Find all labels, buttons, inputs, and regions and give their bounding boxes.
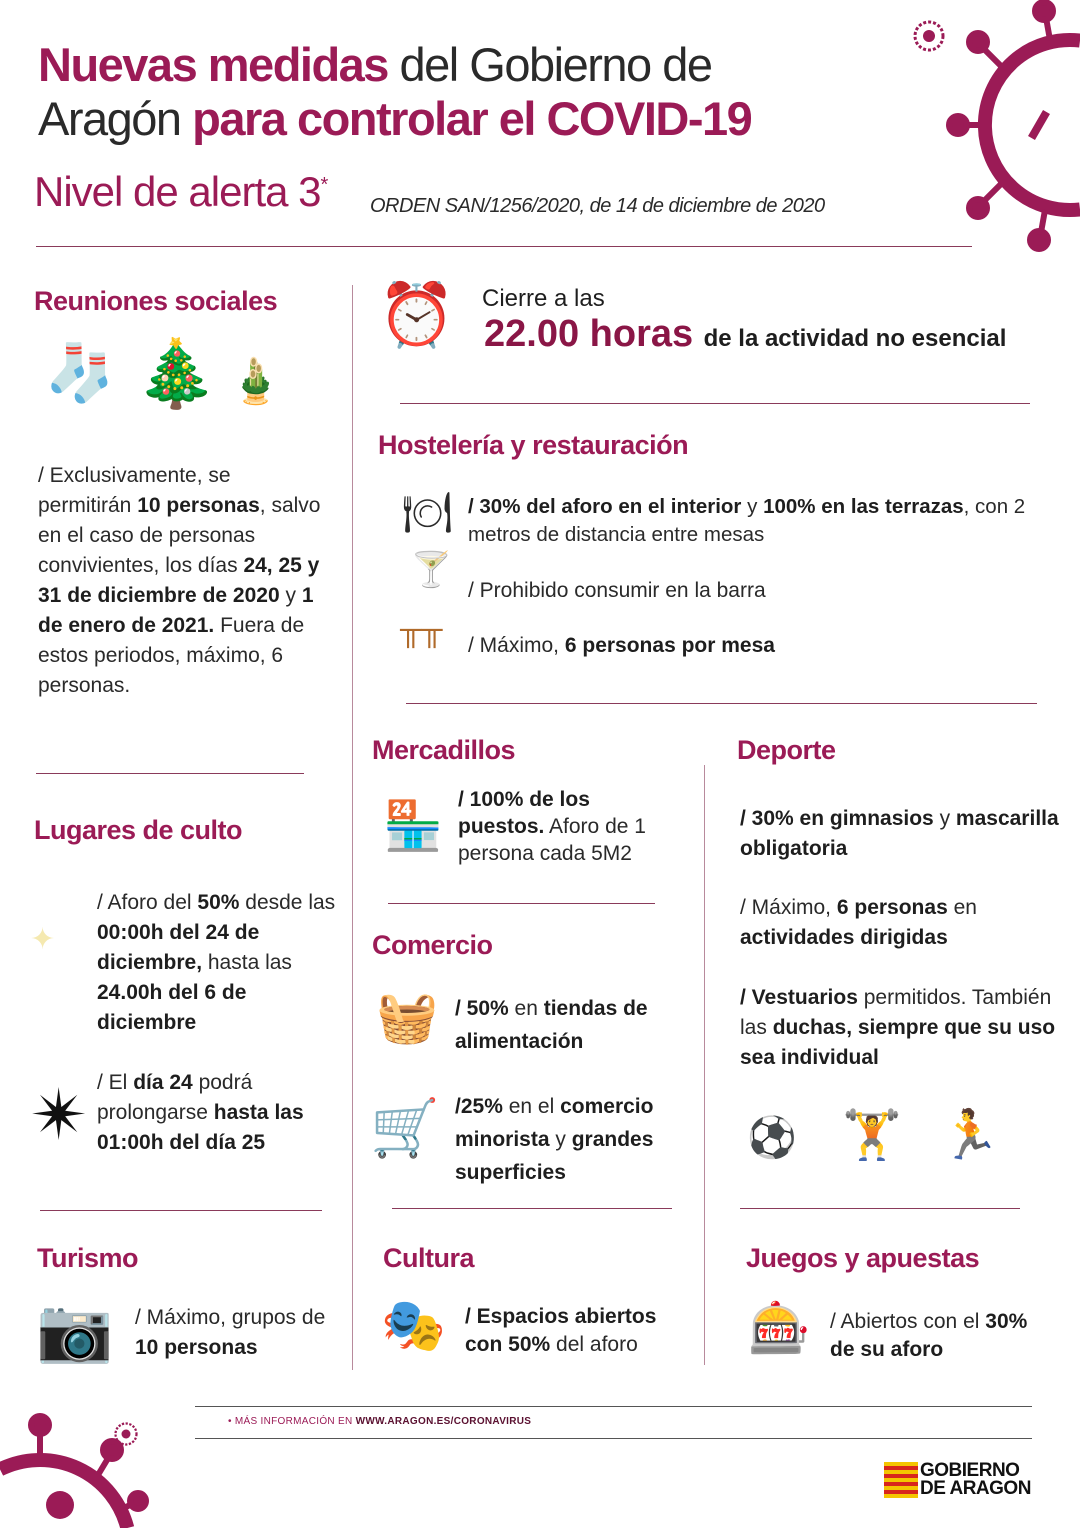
deporte-item-1 — [740, 804, 1060, 864]
grocery-basket-icon: 🧺 — [376, 989, 439, 1045]
text-segment: tiendas de alimentación — [455, 997, 648, 1053]
alert-level — [34, 168, 327, 216]
divider — [704, 765, 705, 1365]
text-segment: Aragón — [38, 92, 193, 145]
order-reference: ORDEN SAN/1256/2020, de 14 de diciembre de 2020 — [370, 195, 825, 217]
text-segment: 1 de enero de 2021. — [38, 584, 314, 637]
divider — [400, 403, 1030, 404]
hosteleria-heading: Hostelería y restauración — [378, 430, 689, 460]
reuniones-heading: Reuniones sociales — [34, 286, 278, 316]
text-segment: / El — [97, 1071, 134, 1094]
text-segment: Aforo de 1 persona cada 5M2 — [458, 815, 646, 865]
comercio-item-2 — [455, 1090, 695, 1189]
more-info: • MÁS INFORMACIÓN EN WWW.ARAGON.ES/CORONAVIRUS — [228, 1416, 532, 1427]
soccer-ball-icon: ⚽ — [747, 1116, 797, 1160]
divider — [36, 246, 972, 247]
alert-text: Nivel de alerta 3 — [34, 168, 321, 215]
text-segment: hasta las — [202, 951, 292, 974]
casino-chips-icon: 🎰 — [748, 1300, 811, 1356]
text-segment: del Gobierno de — [387, 38, 712, 91]
turismo-heading: Turismo — [37, 1243, 139, 1273]
text-segment: y — [741, 495, 764, 518]
cierre-rest: de la actividad no esencial — [703, 325, 1007, 352]
divider — [406, 703, 1037, 704]
text-segment: 00:00h del 24 de diciembre, — [97, 921, 260, 974]
turismo-text — [135, 1303, 335, 1363]
text-segment: / 100% de los puestos. — [458, 788, 590, 838]
star-icon: ✴ — [30, 1076, 89, 1154]
text-segment: / 50% — [455, 997, 509, 1020]
divider — [392, 1208, 672, 1209]
culto-heading: Lugares de culto — [34, 815, 243, 845]
divider — [195, 1406, 1032, 1407]
runner-icon: 🏃 — [940, 1109, 1000, 1162]
text-segment: mascarilla obligatoria — [740, 807, 1059, 860]
text-segment: podrá prolongarse — [97, 1071, 253, 1124]
text-segment: 50% — [197, 891, 240, 914]
text-segment: 30% de su aforo — [830, 1310, 1028, 1361]
page-title — [38, 38, 918, 146]
sparkle-icon: ✦ — [30, 923, 56, 956]
cierre-hour: 22.00 horas — [484, 313, 694, 355]
cocktail-icon: 🍸 — [410, 551, 453, 589]
culto-item-2 — [97, 1068, 337, 1158]
divider — [195, 1438, 1032, 1439]
juegos-heading: Juegos y apuestas — [746, 1243, 980, 1273]
camera-icon: 📷 — [36, 1296, 114, 1365]
text-segment: / Prohibido consumir en la barra — [468, 579, 766, 602]
cierre-line1: Cierre a las — [482, 285, 605, 312]
logo-line-2: DE ARAGON — [920, 1478, 1031, 1499]
deporte-heading: Deporte — [737, 735, 836, 765]
hosteleria-item-2 — [468, 576, 1028, 606]
deporte-item-3 — [740, 983, 1070, 1073]
info-link[interactable]: WWW.ARAGON.ES/CORONAVIRUS — [355, 1416, 532, 1427]
text-segment: comercio minorista — [455, 1095, 654, 1151]
info-prefix: MÁS INFORMACIÓN EN — [234, 1416, 356, 1427]
mercadillos-heading: Mercadillos — [372, 735, 516, 765]
text-segment: desde las — [239, 891, 336, 914]
market-stall-icon: 🏪 — [383, 800, 443, 853]
text-segment: en — [947, 896, 977, 919]
hosteleria-item-1 — [468, 493, 1038, 549]
aragon-flag-icon — [884, 1462, 918, 1498]
text-segment: / Aforo del — [97, 891, 198, 914]
text-segment: / Máximo, — [468, 634, 565, 657]
table-chairs-icon: ╥╥ — [400, 613, 443, 646]
alarm-clock-icon: ⏰ — [378, 281, 456, 350]
christmas-tree-icon: 🎄 — [135, 336, 218, 410]
title-line-2 — [38, 92, 918, 146]
hosteleria-item-3 — [468, 631, 1028, 661]
divider — [388, 903, 655, 904]
text-segment: grandes superficies — [455, 1128, 654, 1184]
text-segment: permitidos. También las — [740, 986, 1052, 1039]
weightlifter-icon: 🏋 — [842, 1109, 902, 1162]
text-segment: / 30% del aforo en el interior — [468, 495, 742, 518]
text-segment: 24.00h del 6 de diciembre — [97, 981, 247, 1034]
divider — [40, 1210, 322, 1211]
gobierno-aragon-logo — [884, 1462, 1031, 1498]
text-segment: / 30% en gimnasios — [740, 807, 934, 830]
text-segment: / Abiertos con el — [830, 1310, 986, 1333]
text-segment: para controlar el COVID-19 — [192, 92, 752, 145]
text-segment: , con 2 metros de distancia entre mesas — [468, 495, 1026, 546]
text-segment: / Vestuarios — [740, 986, 858, 1009]
text-segment: en — [508, 997, 544, 1020]
text-segment: 6 personas — [836, 896, 948, 919]
text-segment: día 24 — [133, 1071, 193, 1094]
text-segment: / Máximo, — [740, 896, 837, 919]
culto-item-1 — [97, 888, 347, 1038]
text-segment: y — [549, 1128, 572, 1151]
food-tray-icon: 🍽 — [402, 491, 453, 535]
divider — [352, 285, 353, 1370]
text-segment: , salvo en el caso de personas convivientes, los días — [38, 494, 321, 577]
stocking-icon: 🧦 — [45, 341, 115, 404]
alert-asterisk: * — [320, 174, 328, 196]
comercio-item-1 — [455, 992, 690, 1058]
cultura-heading: Cultura — [383, 1243, 474, 1273]
text-segment: 10 personas — [137, 494, 260, 517]
divider — [740, 1208, 1020, 1209]
text-segment: Nuevas medidas — [38, 38, 388, 91]
text-segment: y — [279, 584, 302, 607]
text-segment: 6 personas por mesa — [564, 634, 775, 657]
reuniones-text — [38, 461, 323, 701]
text-segment: duchas, siempre que su uso sea individual — [740, 1016, 1056, 1069]
text-segment: / Espacios abiertos con 50% — [465, 1305, 657, 1356]
divider — [36, 773, 304, 774]
text-segment: hasta las 01:00h del día 25 — [97, 1101, 304, 1154]
title-line-1 — [38, 38, 918, 92]
theater-masks-icon: 🎭 — [381, 1297, 446, 1355]
deporte-item-2 — [740, 893, 1060, 953]
text-segment: / Máximo, grupos de — [135, 1306, 326, 1329]
text-segment: 10 personas — [135, 1336, 258, 1359]
text-segment: 100% en las terrazas — [763, 495, 964, 518]
logo-line-1: GOBIERNO — [920, 1460, 1020, 1481]
mercadillos-text — [458, 786, 673, 867]
small-virus-bottom-icon — [108, 1416, 144, 1452]
comercio-heading: Comercio — [372, 930, 493, 960]
text-segment: actividades dirigidas — [740, 926, 948, 949]
text-segment: /25% — [455, 1095, 503, 1118]
text-segment: y — [933, 807, 956, 830]
text-segment: / Exclusivamente, se permitirán — [38, 464, 231, 517]
shopping-cart-icon: 🛒 — [370, 1096, 440, 1159]
juegos-text — [830, 1308, 1030, 1364]
cultura-text — [465, 1303, 695, 1359]
text-segment: en el — [502, 1095, 561, 1118]
text-segment: 24, 25 y 31 de diciembre de 2020 — [38, 554, 320, 607]
cierre-hour-line — [484, 313, 1006, 356]
text-segment: del aforo — [550, 1333, 638, 1356]
text-segment: Fuera de estos periodos, máximo, 6 personas. — [38, 614, 305, 697]
virus-decoration-icon — [940, 0, 1080, 260]
ornaments-icon: 🎍 — [228, 357, 283, 406]
